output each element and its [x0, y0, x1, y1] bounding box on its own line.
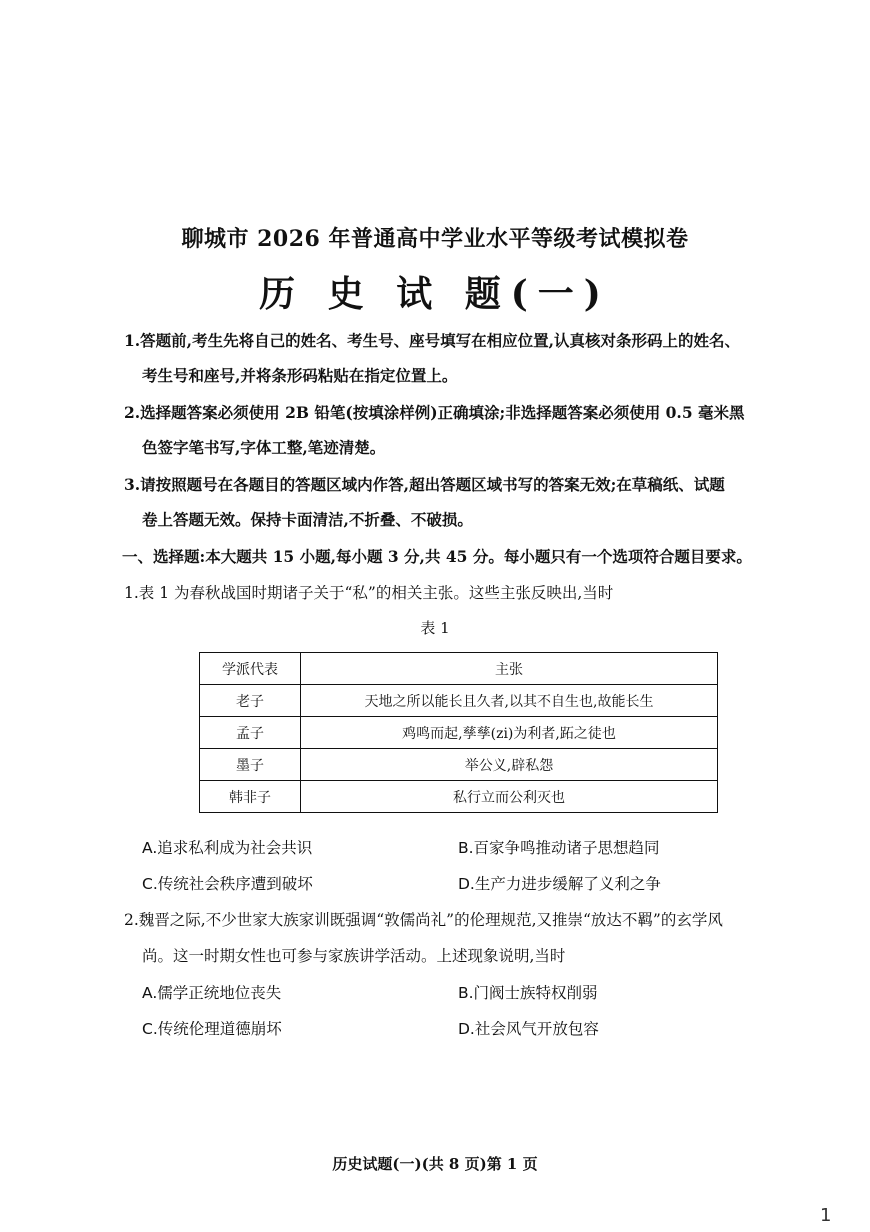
- question-1-option-a: A.追求私利成为社会共识: [142, 839, 313, 857]
- instruction-3-line-2: 卷上答题无效。保持卡面清洁,不折叠、不破损。: [142, 510, 473, 529]
- question-1-option-b: B.百家争鸣推动诸子思想趋同: [458, 839, 660, 857]
- question-1-option-d: D.生产力进步缓解了义利之争: [458, 875, 661, 893]
- table-header-cell: 学派代表: [200, 653, 301, 685]
- table-cell: 韩非子: [200, 781, 301, 813]
- question-1-option-c: C.传统社会秩序遭到破坏: [142, 875, 313, 893]
- instruction-1-line-2: 考生号和座号,并将条形码粘贴在指定位置上。: [142, 366, 458, 385]
- table-cell: 墨子: [200, 749, 301, 781]
- section-heading: 一、选择题:本大题共 15 小题,每小题 3 分,共 45 分。每小题只有一个选项符合题目要求。: [122, 547, 752, 566]
- table-cell: 私行立而公利灭也: [301, 781, 718, 813]
- instruction-3-line-1: 3.请按照题号在各题目的答题区域内作答,超出答题区域书写的答案无效;在草稿纸、试题: [124, 475, 725, 494]
- table-cell: 鸡鸣而起,孳孳(zi)为利者,跖之徒也: [301, 717, 718, 749]
- table-cell: 举公义,辟私怨: [301, 749, 718, 781]
- table-row: [200, 749, 718, 781]
- question-2-stem-line-1: 2.魏晋之际,不少世家大族家训既强调“敦儒尚礼”的伦理规范,又推崇“放达不羁”的玄学风: [124, 911, 723, 929]
- question-2-option-a: A.儒学正统地位丧失: [142, 984, 282, 1002]
- schools-table: [199, 652, 718, 813]
- page-number: 1: [820, 1205, 832, 1226]
- table-cell: 老子: [200, 685, 301, 717]
- table-row: [200, 717, 718, 749]
- table-cell: 天地之所以能长且久者,以其不自生也,故能长生: [301, 685, 718, 717]
- question-2-stem-line-2: 尚。这一时期女性也可参与家族讲学活动。上述现象说明,当时: [142, 947, 566, 965]
- exam-title: 聊城市 2026 年普通高中学业水平等级考试模拟卷: [181, 226, 689, 252]
- question-2-option-b: B.门阀士族特权削弱: [458, 984, 598, 1002]
- page-footer: 历史试题(一)(共 8 页)第 1 页: [332, 1155, 538, 1173]
- question-2-option-d: D.社会风气开放包容: [458, 1020, 599, 1038]
- table-row: [200, 685, 718, 717]
- table-row: [200, 781, 718, 813]
- table-cell: 孟子: [200, 717, 301, 749]
- table-caption: 表 1: [420, 619, 450, 637]
- subject-title: 历 史 试 题(一): [259, 273, 611, 315]
- instruction-2-line-2: 色签字笔书写,字体工整,笔迹清楚。: [142, 438, 386, 457]
- question-2-option-c: C.传统伦理道德崩坏: [142, 1020, 282, 1038]
- instruction-2-line-1: 2.选择题答案必须使用 2B 铅笔(按填涂样例)正确填涂;非选择题答案必须使用 0.5 毫米黑: [124, 403, 745, 422]
- instruction-1-line-1: 1.答题前,考生先将自己的姓名、考生号、座号填写在相应位置,认真核对条形码上的姓名、: [124, 331, 740, 350]
- table-header-cell: 主张: [301, 653, 718, 685]
- table-header-row: [200, 653, 718, 685]
- question-1-stem: 1.表 1 为春秋战国时期诸子关于“私”的相关主张。这些主张反映出,当时: [124, 584, 614, 602]
